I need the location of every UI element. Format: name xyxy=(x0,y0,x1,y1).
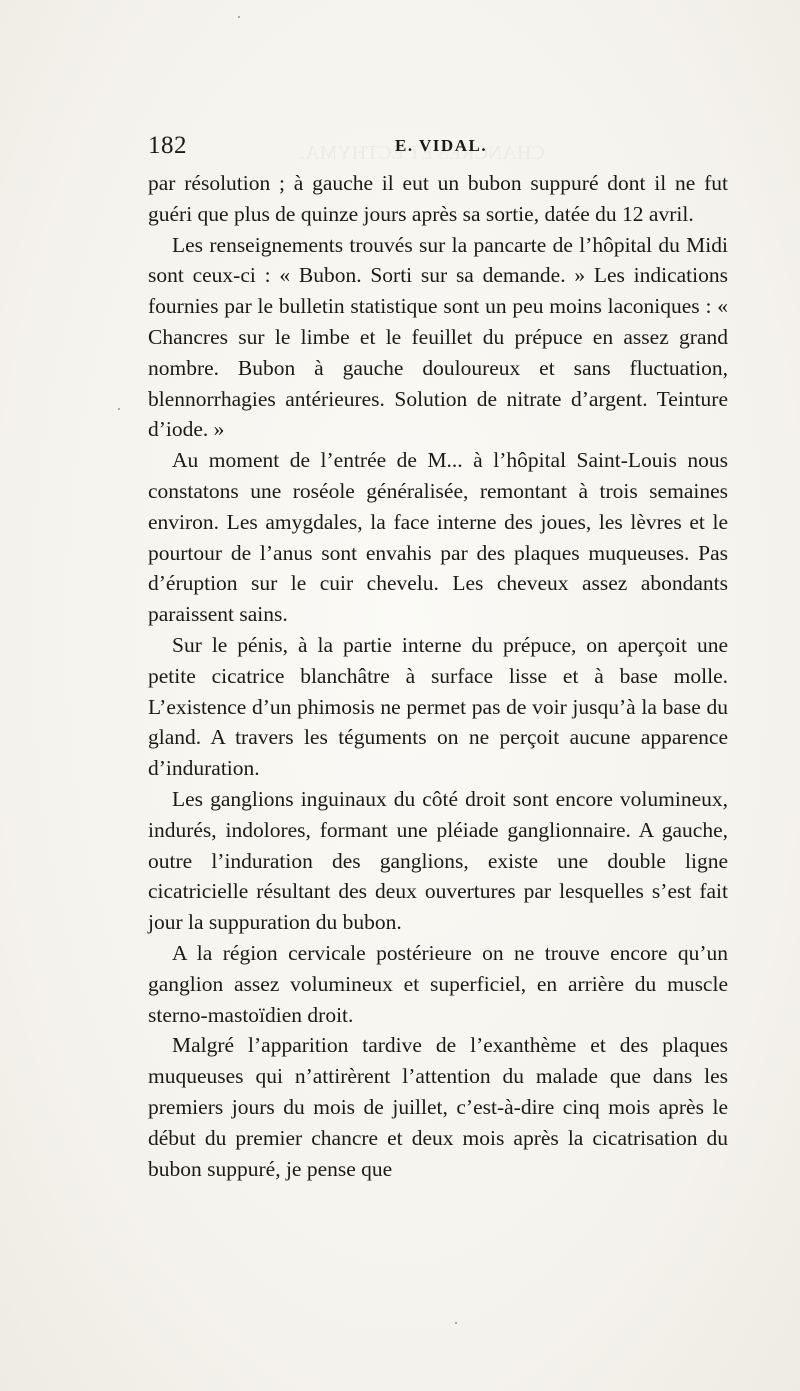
page-header xyxy=(148,132,728,164)
paper-speck xyxy=(118,408,120,410)
paragraph: Malgré l’apparition tardive de l’exanthème et des plaques muqueuses qui n’attirèrent l’attention du malade que dans les premiers jours du mois de juillet, c’est-à-dire cinq mois après le début du premier chancre et deux mois après la cicatrisation du bubon suppuré, je pense que xyxy=(148,1033,728,1181)
paragraph: A la région cervicale postérieure on ne trouve encore qu’un ganglion assez volumineux et superficiel, en arrière du muscle sterno-mastoïdien droit. xyxy=(148,940,728,1027)
paragraph: Les renseignements trouvés sur la pancarte de l’hôpital du Midi sont ceux-ci : « Bubon. Sorti sur sa demande. » Les indications fournies par le bulletin statistique sont un peu moins laconiques : « Chancres sur le limbe et le feuillet du prépuce en assez grand nombre. Bubon à gauche douloureux et sans fluctuation, blennorrhagies antérieures. Solution de nitrate d’argent. Teinture d’iode. » xyxy=(148,232,728,442)
paragraph: Au moment de l’entrée de M... à l’hôpital Saint-Louis nous constatons une roséole généralisée, remontant à trois semaines environ. Les amygdales, la face interne des joues, les lèvres et le pourtour de l’anus sont envahis par des plaques muqueuses. Pas d’éruption sur le cuir chevelu. Les cheveux assez abondants paraissent sains. xyxy=(148,448,728,627)
paragraph: Sur le pénis, à la partie interne du prépuce, on aperçoit une petite cicatrice blanchâtre à surface lisse et à base molle. L’existence d’un phimosis ne permet pas de voir jusqu’à la base du gland. A travers les téguments on ne perçoit aucune apparence d’induration. xyxy=(148,632,728,781)
paragraph: par résolution ; à gauche il eut un bubon suppuré dont il ne fut guéri que plus de quinze jours après sa sortie, datée du 12 avril. xyxy=(148,171,728,226)
body-text xyxy=(148,168,728,1184)
paper-speck xyxy=(455,1322,457,1324)
page-number: 182 xyxy=(148,132,187,159)
paper-speck xyxy=(238,16,240,18)
running-head: E. VIDAL. xyxy=(395,136,488,155)
paragraph: Les ganglions inguinaux du côté droit sont encore volumineux, indurés, indolores, formant une pléiade ganglionnaire. A gauche, outre l’induration des ganglions, existe une double ligne cicatricielle résultant des deux ouvertures par lesquelles s’est fait jour la suppuration du bubon. xyxy=(148,786,728,935)
